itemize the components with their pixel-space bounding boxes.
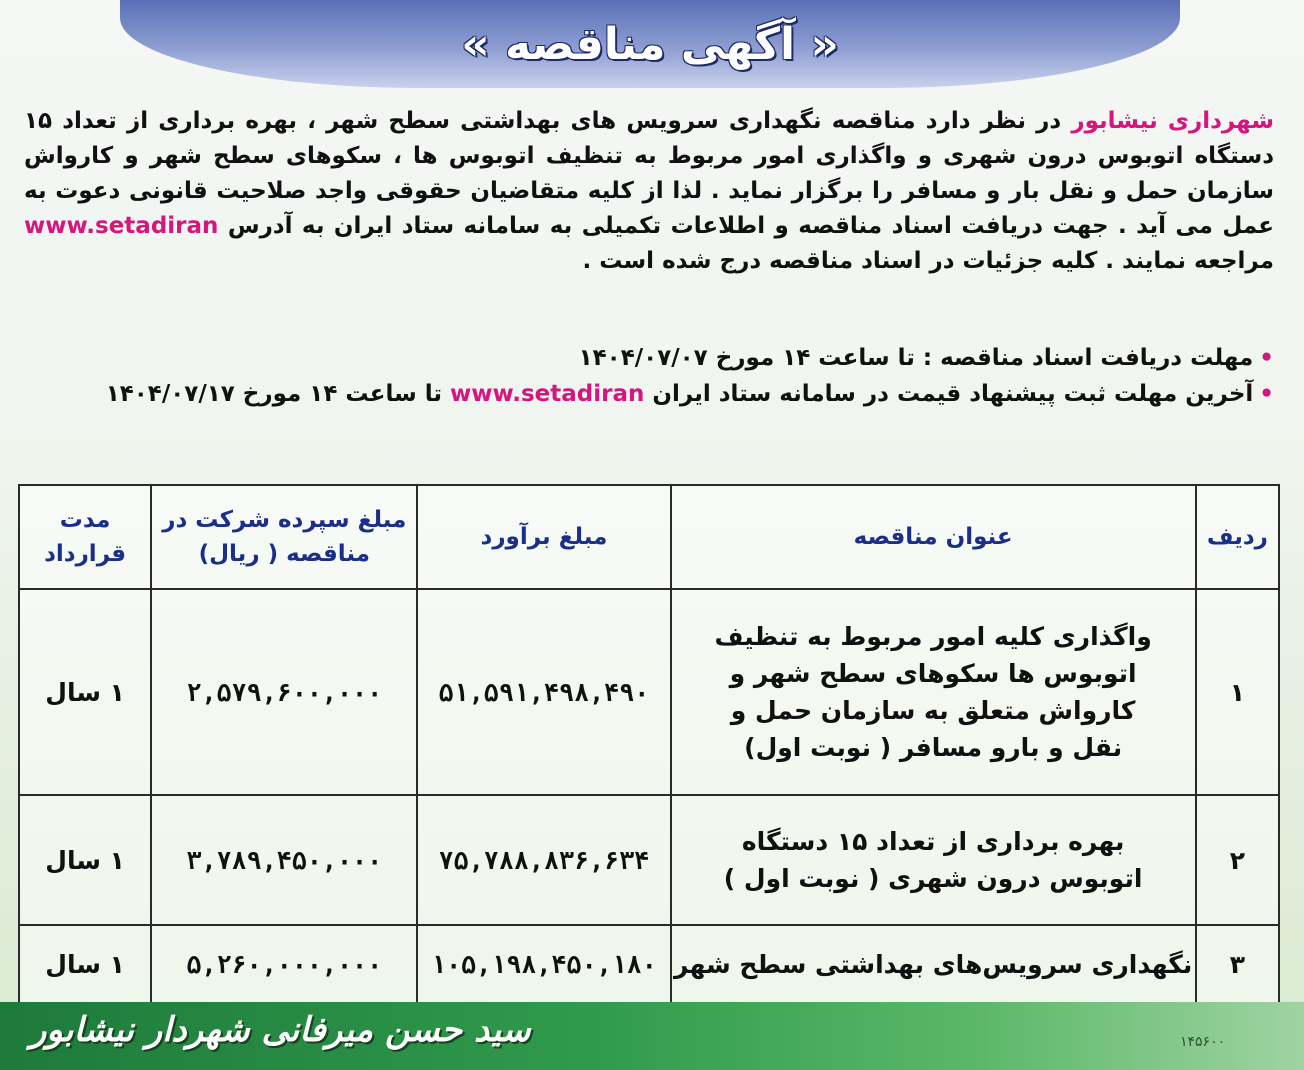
intro-text-1: در نظر دارد مناقصه نگهداری سرویس های بهداشتی سطح شهر ، بهره برداری از تعداد ۱۵ دستگاه اتوبوس درون شهری و واگذاری امور مربوط به تنظیف اتوبوس ها ، سکوهای سطح شهر و کارواش سازمان حمل و نقل بار و مسافر را برگزار نماید . لذا از کلیه متقاضیان حقوقی واجد صلاحیت قانونی دعوت به عمل می آید . جهت دریافت اسناد مناقصه و اطلاعات تکمیلی به سامانه ستاد ایران به آدرس: [24, 108, 1274, 239]
cell-title: نگهداری سرویس‌های بهداشتی سطح شهر: [671, 925, 1196, 1003]
cell-estimate: ۵۱,۵۹۱,۴۹۸,۴۹۰: [417, 589, 670, 795]
cell-row-number: ۱: [1196, 589, 1279, 795]
header-estimate: مبلغ برآورد: [417, 485, 670, 589]
cell-duration: ۱ سال: [19, 925, 151, 1003]
setadiran-link[interactable]: www.setadiran: [24, 213, 219, 239]
deadline-list: [24, 340, 1274, 412]
cell-title: بهره برداری از تعداد ۱۵ دستگاه اتوبوس درون شهری ( نوبت اول ): [671, 795, 1196, 925]
deadline-bids: [24, 376, 1274, 412]
table-header-row: [19, 485, 1279, 589]
bullet-icon: •: [1259, 345, 1274, 371]
cell-deposit: ۵,۲۶۰,۰۰۰,۰۰۰: [151, 925, 417, 1003]
cell-deposit: ۲,۵۷۹,۶۰۰,۰۰۰: [151, 589, 417, 795]
footer-bar: [0, 1002, 1304, 1070]
intro-text-2: مراجعه نمایند . کلیه جزئیات در اسناد مناقصه درج شده است .: [582, 248, 1274, 274]
cell-duration: ۱ سال: [19, 795, 151, 925]
deadline-bids-text-2: تا ساعت ۱۴ مورخ ۱۴۰۴/۰۷/۱۷: [105, 381, 450, 407]
cell-duration: ۱ سال: [19, 589, 151, 795]
cell-estimate: ۱۰۵,۱۹۸,۴۵۰,۱۸۰: [417, 925, 670, 1003]
page-title: « آگهی مناقصه »: [461, 18, 839, 70]
ad-code: ۱۴۵۶۰۰: [1180, 1034, 1226, 1050]
header-row-number: ردیف: [1196, 485, 1279, 589]
header-title: عنوان مناقصه: [671, 485, 1196, 589]
deadline-bids-text-1: آخرین مهلت ثبت پیشنهاد قیمت در سامانه ستاد ایران: [644, 381, 1254, 407]
intro-paragraph: [24, 104, 1274, 279]
bullet-icon: •: [1259, 381, 1274, 407]
cell-row-number: ۳: [1196, 925, 1279, 1003]
cell-row-number: ۲: [1196, 795, 1279, 925]
setadiran-link-2[interactable]: www.setadiran: [449, 381, 645, 407]
title-banner: [120, 0, 1180, 88]
header-deposit: مبلغ سپرده شرکت در مناقصه ( ریال): [151, 485, 417, 589]
table-row: [19, 925, 1279, 1003]
organization-name: شهرداری نیشابور: [1071, 108, 1274, 134]
mayor-signature: سید حسن میرفانی شهردار نیشابور: [30, 1010, 531, 1050]
table-row: [19, 795, 1279, 925]
cell-deposit: ۳,۷۸۹,۴۵۰,۰۰۰: [151, 795, 417, 925]
cell-title: واگذاری کلیه امور مربوط به تنظیف اتوبوس ها سکوهای سطح شهر و کارواش متعلق به سازمان حمل و نقل و بارو مسافر ( نوبت اول): [671, 589, 1196, 795]
tender-table: [18, 484, 1280, 1004]
table-row: [19, 589, 1279, 795]
header-duration: مدت قرارداد: [19, 485, 151, 589]
deadline-documents: [24, 340, 1274, 376]
deadline-documents-text: مهلت دریافت اسناد مناقصه : تا ساعت ۱۴ مورخ ۱۴۰۴/۰۷/۰۷: [578, 345, 1254, 371]
cell-estimate: ۷۵,۷۸۸,۸۳۶,۶۳۴: [417, 795, 670, 925]
